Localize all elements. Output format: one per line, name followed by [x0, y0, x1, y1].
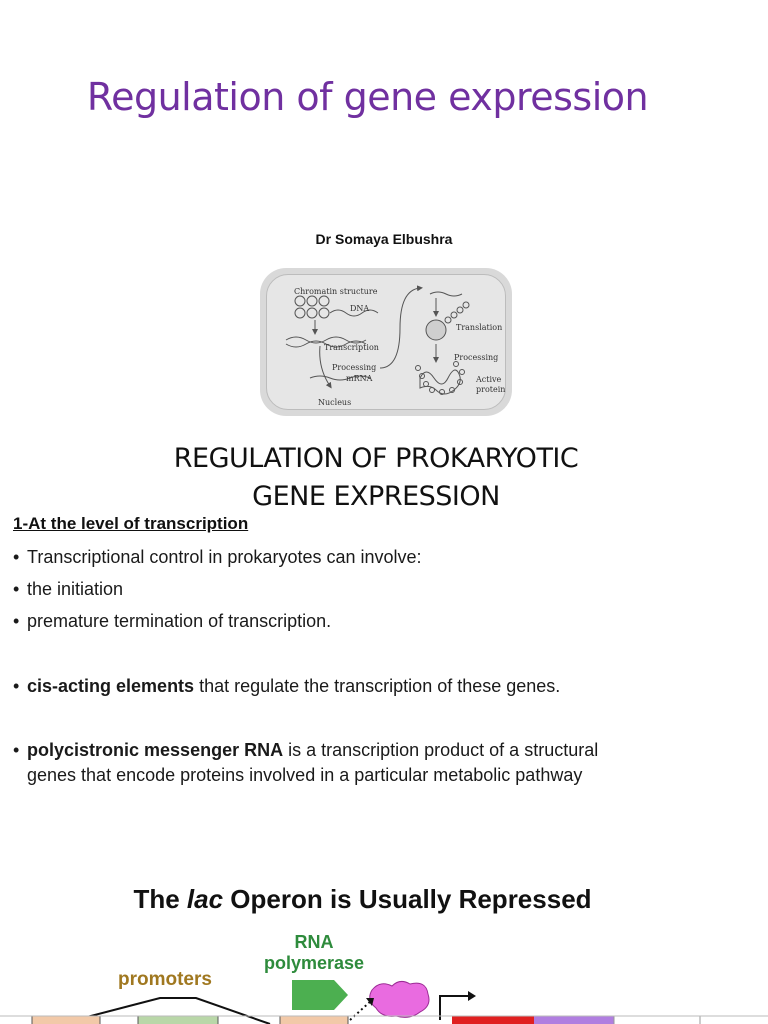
gene-block-red: [452, 1016, 534, 1024]
bullet-text: Transcriptional control in prokaryotes can involve:: [27, 547, 422, 567]
bullet-item: [13, 609, 753, 634]
rna-polymerase-label-line-2: polymerase: [263, 953, 365, 973]
bullet-text-continued: genes that encode proteins involved in a particular metabolic pathway: [27, 765, 583, 785]
bullet-item: [13, 577, 753, 602]
bullet-text: is a transcription product of a structural: [283, 740, 599, 760]
bullet-bold-term: cis-acting elements: [27, 676, 195, 696]
lac-title-pre: The: [133, 884, 187, 914]
figure-label-mrna: mRNA: [346, 374, 373, 383]
dna-segment-promoter-1: [32, 1016, 100, 1024]
gene-block-purple: [534, 1016, 614, 1024]
dotted-binding-arrow: [350, 1000, 372, 1020]
figure-label-transcription: Transcription: [324, 343, 379, 352]
figure-label-active: Active: [476, 375, 502, 384]
lac-operon-diagram: [0, 960, 768, 1024]
section-heading-line-2: GENE EXPRESSION: [252, 481, 500, 512]
bullet-text: that regulate the transcription of these genes.: [194, 676, 561, 696]
bullet-dot: •: [13, 547, 20, 567]
figure-label-dna: DNA: [350, 304, 370, 313]
promoters-label: promoters: [118, 969, 212, 990]
subheading: 1-At the level of transcription: [13, 514, 249, 533]
title-line-1: Regulation of gene expression: [86, 75, 649, 119]
figure-label-processing-1: Processing: [332, 363, 377, 372]
figure-label-nucleus: Nucleus: [318, 398, 352, 407]
repressor-shape: [370, 981, 429, 1017]
dna-segment-operator: [280, 1016, 348, 1024]
bullet-item: [13, 738, 753, 788]
author-name: Dr Somaya Elbushra: [315, 231, 453, 247]
rna-polymerase-shape: [292, 980, 348, 1010]
figure-label-translation: Translation: [456, 323, 503, 332]
section-heading: [0, 440, 752, 516]
bullet-text: the initiation: [27, 579, 124, 599]
lac-operon-title: [0, 884, 725, 915]
bullet-dot: •: [13, 740, 20, 760]
transcription-start-arrowhead: [468, 991, 476, 1001]
page-title: [0, 72, 735, 122]
section-heading-line-1: REGULATION OF PROKARYOTIC: [173, 443, 579, 474]
dna-segment-promoter-2: [138, 1016, 218, 1024]
bullet-item: [13, 674, 753, 699]
bullet-text: premature termination of transcription.: [27, 611, 332, 631]
gene-block-white: [614, 1016, 700, 1024]
gene-expression-figure: [260, 268, 512, 416]
bullet-dot: •: [13, 611, 20, 631]
bullet-item: [13, 545, 753, 570]
lac-title-post: Operon is Usually Repressed: [223, 884, 592, 914]
lac-title-italic: lac: [186, 884, 224, 914]
figure-label-protein: protein: [476, 385, 506, 394]
rna-polymerase-label-line-1: RNA: [294, 932, 334, 952]
bullet-dot: •: [13, 676, 20, 696]
bullet-dot: •: [13, 579, 20, 599]
bullet-bold-term: polycistronic messenger RNA: [27, 740, 284, 760]
figure-label-processing-2: Processing: [454, 353, 499, 362]
figure-label-chromatin: Chromatin structure: [294, 287, 378, 296]
